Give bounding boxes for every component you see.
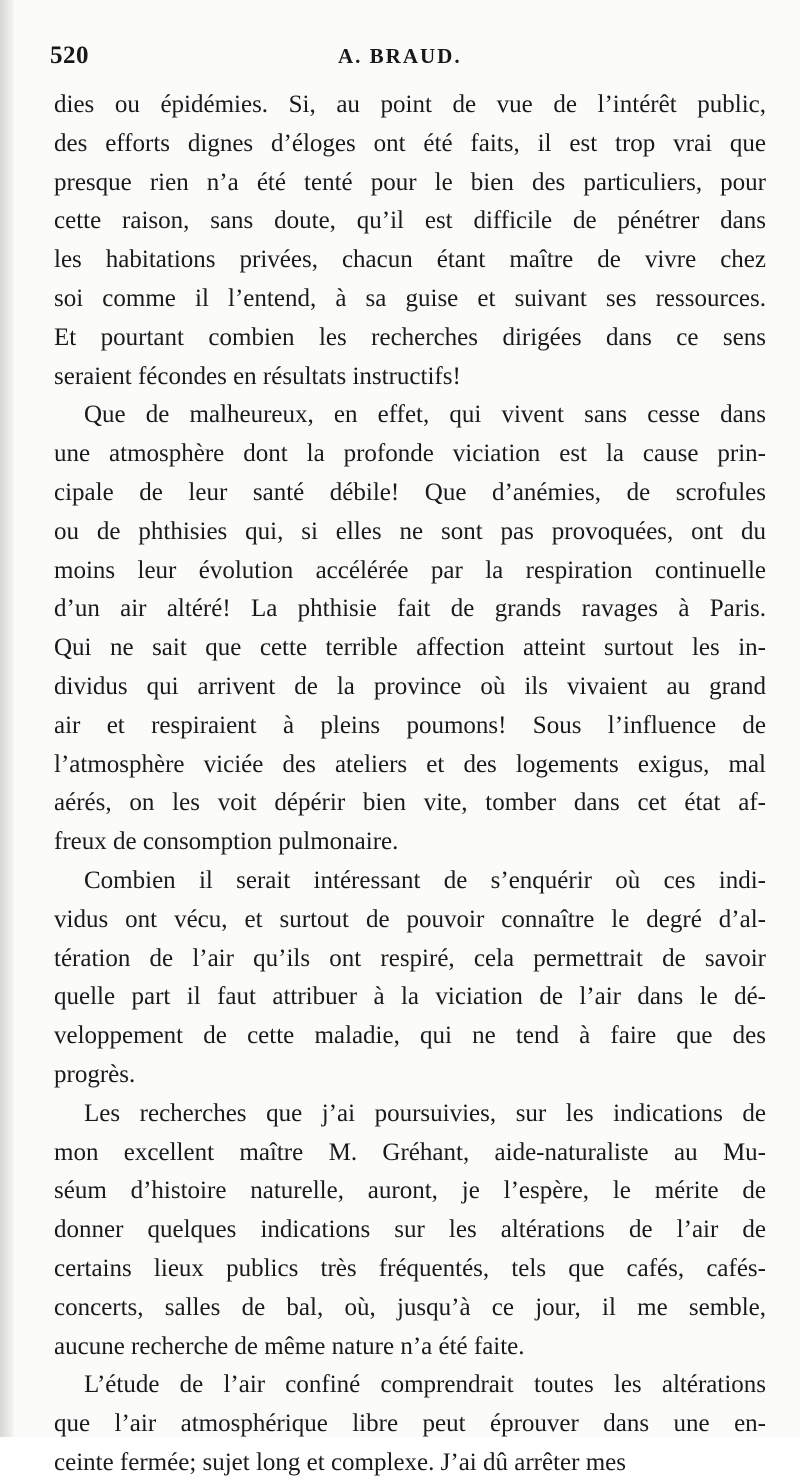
text-line: concerts, salles de bal, où, jusqu’à ce jour, il me semble,: [54, 1293, 766, 1321]
text-line: dies ou épidémies. Si, au point de vue de l’intérêt public,: [54, 91, 766, 118]
text-line: freux de consomption pulmonaire.: [54, 828, 399, 856]
text-line: ceinte fermée; sujet long et complexe. J’ai dû arrêter mes: [54, 1448, 626, 1476]
paragraph: [54, 396, 766, 862]
paragraph: [54, 86, 766, 396]
text-line: donner quelques indications sur les altérations de l’air de: [54, 1216, 766, 1244]
text-line: les habitations privées, chacun étant maître de vivre chez: [54, 246, 766, 274]
text-line: air et respiraient à pleins poumons! Sous l’influence de: [54, 711, 766, 739]
text-line: quelle part il faut attribuer à la viciation de l’air dans le dé-: [54, 983, 766, 1011]
text-line: cette raison, sans doute, qu’il est difficile de pénétrer dans: [54, 207, 766, 235]
text-line: des efforts dignes d’éloges ont été faits, il est trop vrai que: [54, 129, 766, 157]
text-line: L’étude de l’air confiné comprendrait toutes les altérations: [84, 1371, 766, 1399]
text-line: que l’air atmosphérique libre peut éprouver dans une en-: [54, 1410, 766, 1438]
text-line: mon excellent maître M. Gréhant, aide-naturaliste au Mu-: [54, 1138, 766, 1166]
page-number: 520: [50, 42, 89, 69]
body-text: [54, 86, 766, 1483]
text-line: moins leur évolution accélérée par la respiration continuelle: [54, 556, 766, 584]
text-line: d’un air altéré! La phthisie fait de grands ravages à Paris.: [54, 595, 766, 623]
page-gutter-shadow: [0, 0, 14, 1437]
text-line: dividus qui arrivent de la province où ils vivaient au grand: [54, 672, 766, 700]
text-line: cipale de leur santé débile! Que d’anémies, de scrofules: [54, 478, 766, 506]
text-line: Les recherches que j’ai poursuivies, sur les indications de: [84, 1099, 766, 1127]
text-line: Combien il serait intéressant de s’enquérir où ces indi-: [84, 866, 766, 894]
paragraph: [54, 1095, 766, 1367]
text-line: ou de phthisies qui, si elles ne sont pas provoquées, ont du: [54, 517, 766, 545]
text-line: l’atmosphère viciée des ateliers et des logements exigus, mal: [54, 750, 766, 778]
paragraph: [54, 1366, 766, 1482]
text-line: certains lieux publics très fréquentés, tels que cafés, cafés-: [54, 1254, 766, 1282]
text-line: veloppement de cette maladie, qui ne tend à faire que des: [54, 1022, 766, 1050]
text-line: soi comme il l’entend, à sa guise et suivant ses ressources.: [54, 284, 766, 312]
text-line: Et pourtant combien les recherches dirigées dans ce sens: [54, 323, 766, 351]
page-header: [50, 42, 768, 76]
text-line: aérés, on les voit dépérir bien vite, tomber dans cet état af-: [54, 789, 766, 817]
text-line: aucune recherche de même nature n’a été faite.: [54, 1332, 525, 1360]
text-line: seraient fécondes en résultats instructifs!: [54, 362, 461, 390]
text-line: Qui ne sait que cette terrible affection atteint surtout les in-: [54, 634, 766, 662]
text-line: tération de l’air qu’ils ont respiré, cela permettrait de savoir: [54, 944, 766, 972]
text-line: vidus ont vécu, et surtout de pouvoir connaître le degré d’al-: [54, 905, 766, 933]
text-line: une atmosphère dont la profonde viciation est la cause prin-: [54, 440, 766, 468]
paragraph: [54, 862, 766, 1095]
running-head: A. BRAUD.: [338, 44, 462, 68]
text-line: presque rien n’a été tenté pour le bien des particuliers, pour: [54, 168, 766, 196]
text-line: progrès.: [54, 1060, 136, 1088]
text-line: Que de malheureux, en effet, qui vivent sans cesse dans: [84, 401, 766, 429]
text-line: séum d’histoire naturelle, auront, je l’espère, le mérite de: [54, 1177, 766, 1205]
